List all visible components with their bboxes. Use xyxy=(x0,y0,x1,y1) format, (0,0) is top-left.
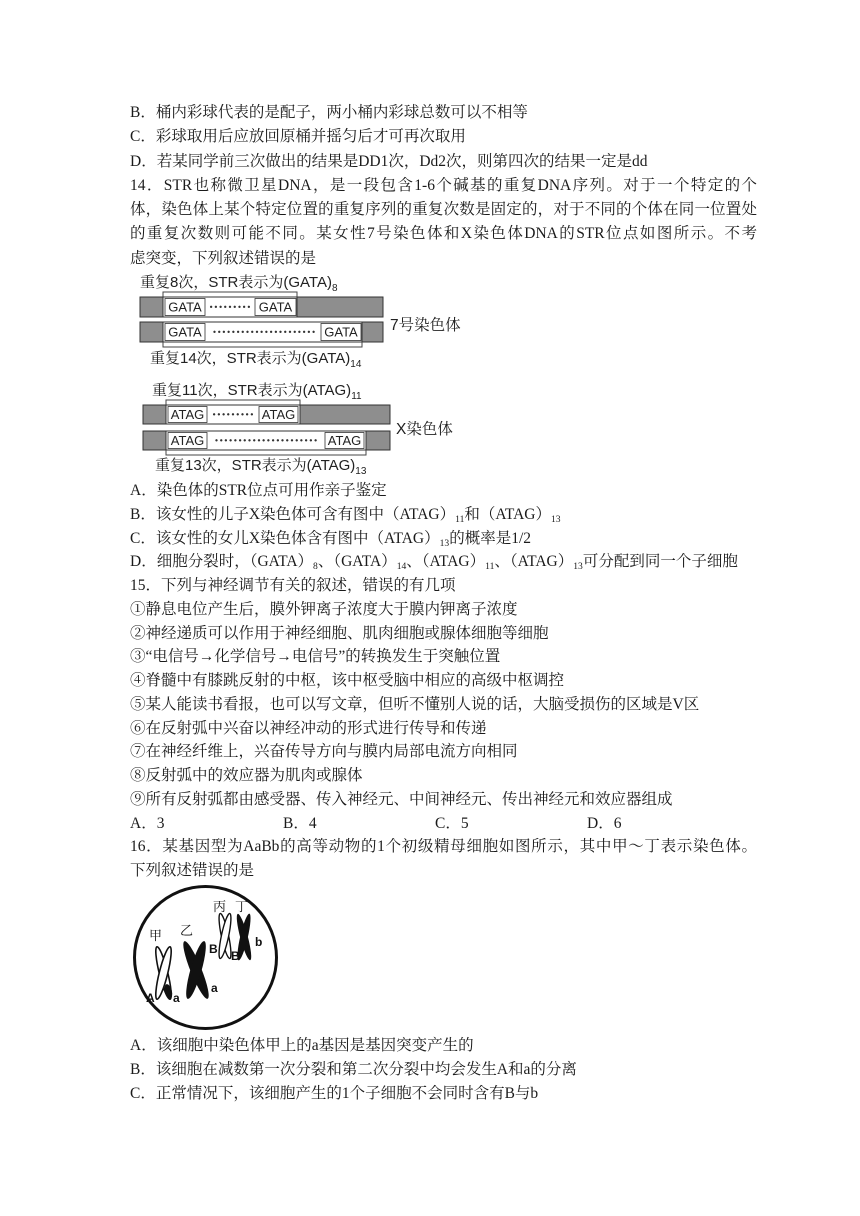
q16-stem-line: 16．某基因型为AaBb的高等动物的1个初级精母细胞如图所示，其中甲～丁表示染色体。 xyxy=(130,838,757,856)
option-text: 、（ATAG） xyxy=(494,553,574,571)
subscript: 13 xyxy=(550,513,561,525)
str-figure xyxy=(130,266,470,482)
chrx-lower-caption-subscript: 13 xyxy=(355,466,367,477)
q15-statement: ⑧反射弧中的效应器为肌肉或腺体 xyxy=(130,767,363,784)
q14-stem-line: 的重复次数则可能不同。某女性7号染色体和X染色体DNA的STR位点如图所示。不考 xyxy=(130,225,757,243)
chromosome-jia xyxy=(153,946,174,1000)
chr7-upper-caption-subscript: 8 xyxy=(331,283,338,294)
bracket xyxy=(163,342,362,347)
repeat-dots: ••••••••• xyxy=(211,410,255,420)
chr7-upper-caption xyxy=(140,273,338,294)
q16-option-a: A．该细胞中染色体甲上的a基因是基因突变产生的 xyxy=(130,1037,474,1054)
chrx-upper-caption xyxy=(152,381,362,402)
gene-label: A xyxy=(146,991,155,1005)
bracket xyxy=(163,292,297,297)
chromosome-label-ding: 丁 xyxy=(235,899,249,914)
q16-option-c: C．正常情况下，该细胞产生的1个子细胞不会同时含有B与b xyxy=(130,1085,539,1102)
gata-label: GATA xyxy=(168,299,202,315)
subscript: 8 xyxy=(313,561,318,573)
option-text: A．染色体的STR位点可用作亲子鉴定 xyxy=(130,482,387,499)
q15-choice-a: A．3 xyxy=(130,814,165,832)
q15-statement: ⑨所有反射弧都由感受器、传入神经元、中间神经元、传出神经元和效应器组成 xyxy=(130,790,673,808)
option-text: 、（GATA） xyxy=(317,553,397,571)
q13-option-d: D．若某同学前三次做出的结果是DD1次，Dd2次，则第四次的结果一定是dd xyxy=(130,152,648,170)
q14-stem-line: 体，染色体上某个特定位置的重复序列的重复次数是固定的，对于不同的个体在同一位置处 xyxy=(130,201,757,219)
subscript: 14 xyxy=(396,561,407,573)
chromosome-label-jia: 甲 xyxy=(149,928,163,943)
q13-q14-stem-block xyxy=(130,101,790,271)
q14-stem-line: 虑突变，下列叙述错误的是 xyxy=(130,249,317,267)
option-text: 和（ATAG） xyxy=(464,505,551,523)
q16-stem-line: 下列叙述错误的是 xyxy=(130,862,255,879)
gata-label: GATA xyxy=(168,324,202,340)
q14-option-b xyxy=(130,503,790,527)
atag-label: ATAG xyxy=(170,433,205,448)
repeat-dots: •••••••••••••••••••••• xyxy=(212,328,316,337)
q14-option-d xyxy=(130,550,790,574)
q15-choice-b: B．4 xyxy=(283,814,317,832)
option-text: 的概率是1/2 xyxy=(449,529,532,547)
q15-statement: ②神经递质可以作用于神经细胞、肌肉细胞或腺体细胞等细胞 xyxy=(130,624,549,642)
q13-option-c: C．彩球取用后应放回原桶并摇匀后才可再次取用 xyxy=(130,128,466,146)
gene-label: b xyxy=(255,935,263,949)
subscript: 13 xyxy=(439,537,450,549)
q14-stem-line: 14．STR也称微卫星DNA，是一段包含1-6个碱基的重复DNA序列。对于一个特定的个 xyxy=(130,176,757,194)
option-text: B．该女性的儿子X染色体可含有图中（ATAG） xyxy=(130,505,456,523)
chr7-lower-caption-subscript: 14 xyxy=(350,359,362,370)
subscript: 11 xyxy=(455,513,465,525)
q15-statement: ④脊髓中有膝跳反射的中枢，该中枢受脑中相应的高级中枢调控 xyxy=(130,672,565,689)
chromosome-label-bing: 丙 xyxy=(213,899,227,914)
gene-label: a xyxy=(173,991,180,1005)
chr7-name: 7号染色体 xyxy=(390,317,461,334)
chrx-upper-caption-text: 重复11次，STR表示为(ATAG) xyxy=(152,382,352,399)
gata-label: GATA xyxy=(324,324,358,340)
chrx-upper-caption-subscript: 11 xyxy=(351,391,362,402)
subscript: 13 xyxy=(573,561,583,573)
q16-option-b: B．该细胞在减数第一次分裂和第二次分裂中均会发生A和a的分离 xyxy=(130,1061,577,1078)
q15-statement: ①静息电位产生后，膜外钾离子浓度大于膜内钾离子浓度 xyxy=(130,600,518,618)
gene-label: B xyxy=(231,949,240,963)
q16-options-block xyxy=(130,1034,790,1106)
bracket xyxy=(166,400,300,405)
q13-option-b: B．桶内彩球代表的是配子，两小桶内彩球总数可以不相等 xyxy=(130,104,528,121)
chr7-lower-caption xyxy=(150,349,362,370)
repeat-dots: ••••••••• xyxy=(208,303,252,312)
bracket xyxy=(166,450,366,455)
q14-option-a xyxy=(130,479,790,503)
q15-statement: ⑥在反射弧中兴奋以神经冲动的形式进行传导和传递 xyxy=(130,719,487,737)
gene-label: a xyxy=(211,981,218,995)
chr7-lower-caption-text: 重复14次，STR表示为(GATA) xyxy=(150,350,351,367)
q14-q15-block xyxy=(130,479,790,883)
q15-choice-d: D．6 xyxy=(587,814,622,832)
chrx-name: X染色体 xyxy=(396,421,453,438)
q15-stem: 15．下列与神经调节有关的叙述，错误的有几项 xyxy=(130,577,456,594)
chrx-lower-caption xyxy=(155,456,367,477)
q15-statement: ⑦在神经纤维上，兴奋传导方向与膜内局部电流方向相同 xyxy=(130,743,518,761)
gene-label: B xyxy=(209,942,218,956)
atag-label: ATAG xyxy=(327,433,362,448)
chrx-lower-caption-text: 重复13次，STR表示为(ATAG) xyxy=(155,457,356,474)
chromosome-label-yi: 乙 xyxy=(180,923,194,938)
subscript: 11 xyxy=(485,561,495,573)
q15-statement: ③“电信号→化学信号→电信号”的转换发生于突触位置 xyxy=(130,648,501,666)
q15-choices xyxy=(130,812,790,836)
atag-label: ATAG xyxy=(261,407,296,422)
option-text: 可分配到同一个子细胞 xyxy=(582,553,738,571)
q15-statement: ⑤某人能读书看报，也可以写文章，但听不懂别人说的话，大脑受损伤的区域是V区 xyxy=(130,695,700,713)
chromosome-yi xyxy=(179,939,212,1001)
q15-choice-c: C．5 xyxy=(435,814,469,832)
option-text: C．该女性的女儿X染色体含有图中（ATAG） xyxy=(130,529,440,547)
repeat-dots: •••••••••••••••••••••• xyxy=(214,436,318,446)
q14-option-c xyxy=(130,527,790,551)
option-text: D．细胞分裂时，（GATA） xyxy=(130,553,314,571)
option-text: 、（ATAG） xyxy=(406,553,486,571)
primary-spermatocyte-figure xyxy=(128,880,288,1040)
gata-label: GATA xyxy=(258,299,293,315)
chr7-upper-caption-text: 重复8次，STR表示为(GATA) xyxy=(140,274,332,291)
atag-label: ATAG xyxy=(170,407,205,422)
